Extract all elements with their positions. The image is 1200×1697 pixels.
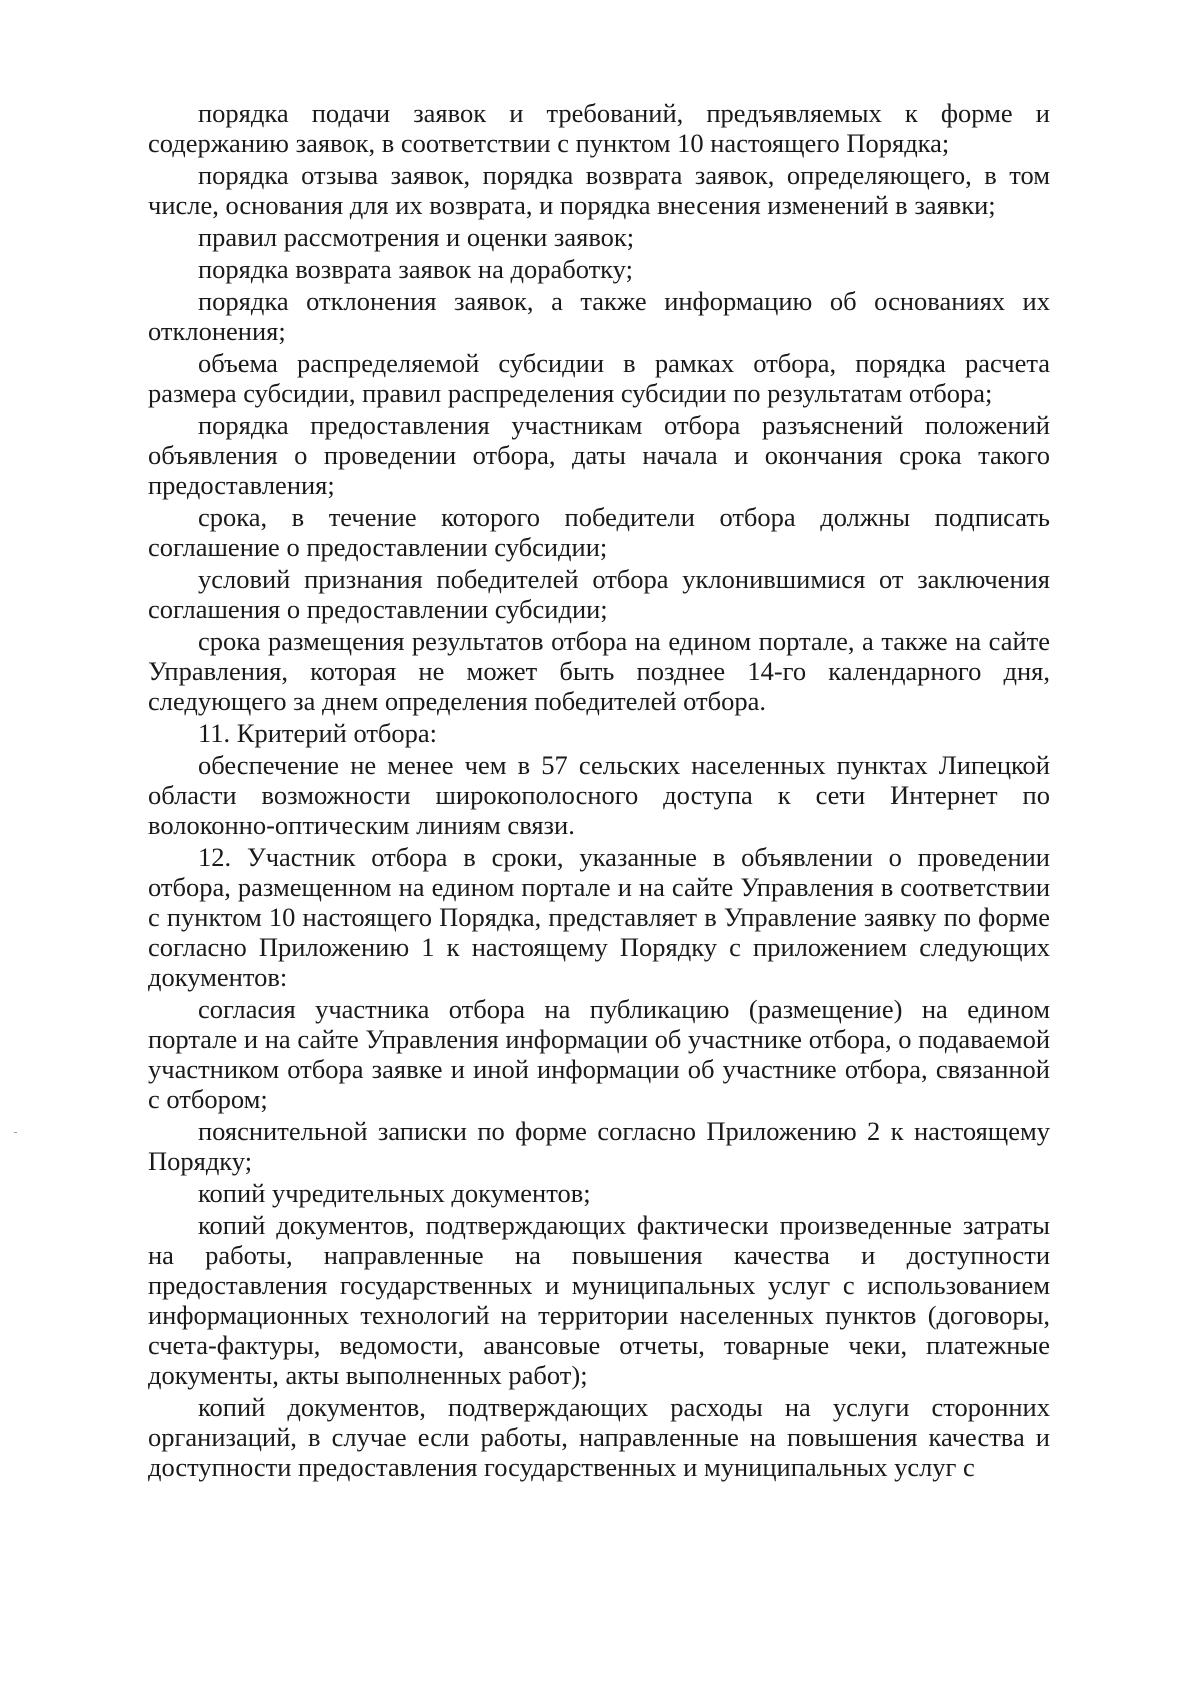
- paragraph: копий документов, подтверждающих фактически произведенные затраты на работы, направленные на повышения качества и доступности предоставления государственных и муниципальных услуг с использованием информационных технологий на территории населенных пунктов (договоры, счета-фактуры, ведомости, авансовые отчеты, товарные чеки, платежные документы, акты выполненных работ);: [148, 1210, 1050, 1390]
- paragraph: согласия участника отбора на публикацию (размещение) на едином портале и на сайте Управления информации об участнике отбора, о подаваемой участником отбора заявке и иной информации об участнике отбора, связанной с отбором;: [148, 994, 1050, 1114]
- paragraph: порядка предоставления участникам отбора разъяснений положений объявления о проведении отбора, даты начала и окончания срока такого предоставления;: [148, 410, 1050, 500]
- paragraph: пояснительной записки по форме согласно Приложению 2 к настоящему Порядку;: [148, 1116, 1050, 1176]
- paragraph: порядка отзыва заявок, порядка возврата заявок, определяющего, в том числе, основания для их возврата, и порядка внесения изменений в заявки;: [148, 160, 1050, 220]
- paragraph: порядка отклонения заявок, а также информацию об основаниях их отклонения;: [148, 286, 1050, 346]
- paragraph: правил рассмотрения и оценки заявок;: [198, 222, 635, 252]
- scan-speck: [14, 1132, 17, 1133]
- paragraph: обеспечение не менее чем в 57 сельских населенных пунктах Липецкой области возможности широкополосного доступа к сети Интернет по волоконно-оптическим линиям связи.: [148, 750, 1050, 840]
- paragraph: срока размещения результатов отбора на едином портале, а также на сайте Управления, которая не может быть позднее 14-го календарного дня, следующего за днем определения победителей отбора.: [148, 626, 1050, 716]
- section-heading: 11. Критерий отбора:: [198, 718, 438, 748]
- paragraph: объема распределяемой субсидии в рамках отбора, порядка расчета размера субсидии, правил распределения субсидии по результатам отбора;: [148, 348, 1050, 408]
- paragraph: условий признания победителей отбора уклонившимися от заключения соглашения о предоставлении субсидии;: [148, 564, 1050, 624]
- document-body: [148, 98, 1050, 1482]
- paragraph: порядка возврата заявок на доработку;: [198, 254, 633, 284]
- paragraph: копий учредительных документов;: [198, 1178, 591, 1208]
- paragraph: копий документов, подтверждающих расходы на услуги сторонних организаций, в случае если работы, направленные на повышения качества и доступности предоставления государственных и муниципальных услуг с: [148, 1392, 1050, 1482]
- section-paragraph: 12. Участник отбора в сроки, указанные в объявлении о проведении отбора, размещенном на едином портале и на сайте Управления в соответствии с пунктом 10 настоящего Порядка, представляет в Управление заявку по форме согласно Приложению 1 к настоящему Порядку с приложением следующих документов:: [148, 842, 1050, 992]
- paragraph: срока, в течение которого победители отбора должны подписать соглашение о предоставлении субсидии;: [148, 502, 1050, 562]
- paragraph: порядка подачи заявок и требований, предъявляемых к форме и содержанию заявок, в соответствии с пунктом 10 настоящего Порядка;: [148, 98, 1050, 158]
